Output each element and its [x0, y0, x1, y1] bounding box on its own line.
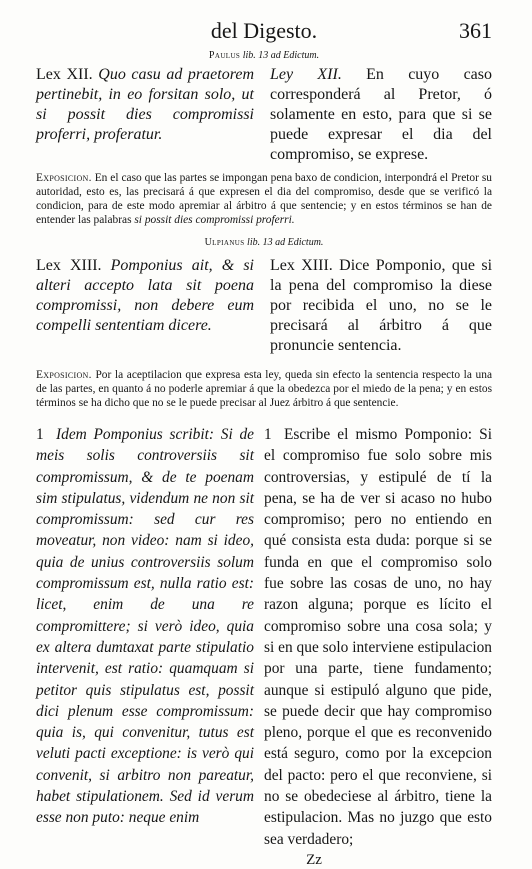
spanish-column: [270, 65, 492, 165]
exposition-label: Exposicion.: [36, 172, 92, 184]
latin-text: Idem Pomponius scribit: Si de meis solis controversiis sit compromissum, & de te poenam sim stipulatus, videndum ne non sit compromissum: sed cur res moveatur, non video: nam si ideo, quia de unius controversiis solum compromissum est, nulla ratio est: licet, enim de una re compromittere; si verò ideo, quia ex altera dumtaxat parte stipulatio intervenit, est ratio: quamquam si petitor quis stipulatus est, possit dici plenum esse compromissum: quia is, qui convenitur, tutus est veluti pacti exceptione: is verò qui convenit, si arbitro non pareatur, habet stipulationem. Sed id verum esse non puto: neque enim: [36, 426, 254, 827]
exposition-text: En el caso que las partes se impongan pena baxo de condicion, interpondrá el Pretor su autoridad, esto es, las precisará á que expresen el dia del compromiso, desde que se verificó la condicion, para de este modo apremiar al árbitro á que sentencie; y en estos términos se han de entender las palabras: [36, 172, 492, 226]
exposition-label: Exposicion.: [36, 369, 92, 381]
spanish-text: En cuyo caso corresponderá al Pretor, ó solamente en esto, para que si se puede expresar el dia del compromiso, se exprese.: [270, 66, 493, 163]
spanish-heading: Ley XII.: [270, 66, 342, 83]
latin-heading: Lex XIII.: [36, 257, 102, 274]
spanish-heading: Lex XIII.: [270, 257, 333, 274]
attribution-name: Ulpianus: [204, 237, 245, 248]
attribution-paulus: [36, 50, 492, 61]
law-13: [36, 256, 492, 356]
paragraph-1: [36, 424, 492, 850]
attribution-ulpianus: [36, 237, 492, 248]
page-header: [36, 18, 492, 48]
paragraph-number: 1: [264, 426, 272, 443]
latin-column: [36, 424, 254, 850]
exposition-quote: si possit dies compromissi proferri.: [134, 214, 295, 226]
latin-text: Pomponius ait, & si alteri accepto lata sit poena compromissi, non debere eum compelli sententiam dicere.: [36, 257, 255, 334]
law-12: [36, 65, 492, 165]
exposition-text: Por la aceptilacion que expresa esta ley, queda sin efecto la sentencia respecto la una de las partes, en quanto á no poderle apremiar á que la obedezca por el miedo de la pena; y en estos términos se ha dicho que no se le puede precisar al Juez árbitro á que sentencie.: [36, 369, 492, 409]
latin-column: [36, 256, 254, 356]
page-number: 361: [459, 18, 492, 43]
attribution-source: lib. 13 ad Edictum.: [242, 50, 320, 61]
running-title: del Digesto.: [210, 18, 318, 43]
latin-column: [36, 65, 254, 165]
exposition-2: [36, 368, 492, 410]
spanish-text: Dice Pomponio, que si la pena del compromiso la diese por recibida el uno, no se le precisará al árbitro á que pronuncie sentencia.: [270, 257, 493, 354]
attribution-source: lib. 13 ad Edictum.: [247, 237, 324, 248]
latin-heading: Lex XII.: [36, 66, 93, 83]
paragraph-number: 1: [36, 426, 44, 443]
spanish-text: Escribe el mismo Pomponio: Si el compromiso fue solo sobre mis controversias, y estipulé de tí la pena, se ha de ver si acaso no hubo compromiso; pero no entiendo en qué consista esta duda: porque si se funda en que el compromiso solo fue sobre las cosas de uno, no hay razon alguna; porque es lícito el compromiso sobre una cosa sola; y si en que solo interviene estipulacion por una parte, tiene fundamento; aunque si estipuló alguno que pide, se puede decir que hay compromiso pleno, porque el que es reconvenido está seguro, como por la excepcion del pacto: pero el que reconviene, si no se obedeciese al árbitro, tiene la estipulacion. Mas no juzgo que esto sea verdadero;: [264, 426, 492, 848]
signature-mark: Zz: [306, 851, 322, 868]
spanish-column: [270, 256, 492, 356]
exposition-1: [36, 171, 492, 227]
spanish-column: [264, 424, 492, 850]
attribution-name: Paulus: [208, 50, 241, 61]
latin-text: Quo casu ad praetorem pertinebit, in eo forsitan solo, ut si possit dies compromissi proferri, proferatur.: [36, 66, 254, 143]
page: [36, 18, 492, 869]
